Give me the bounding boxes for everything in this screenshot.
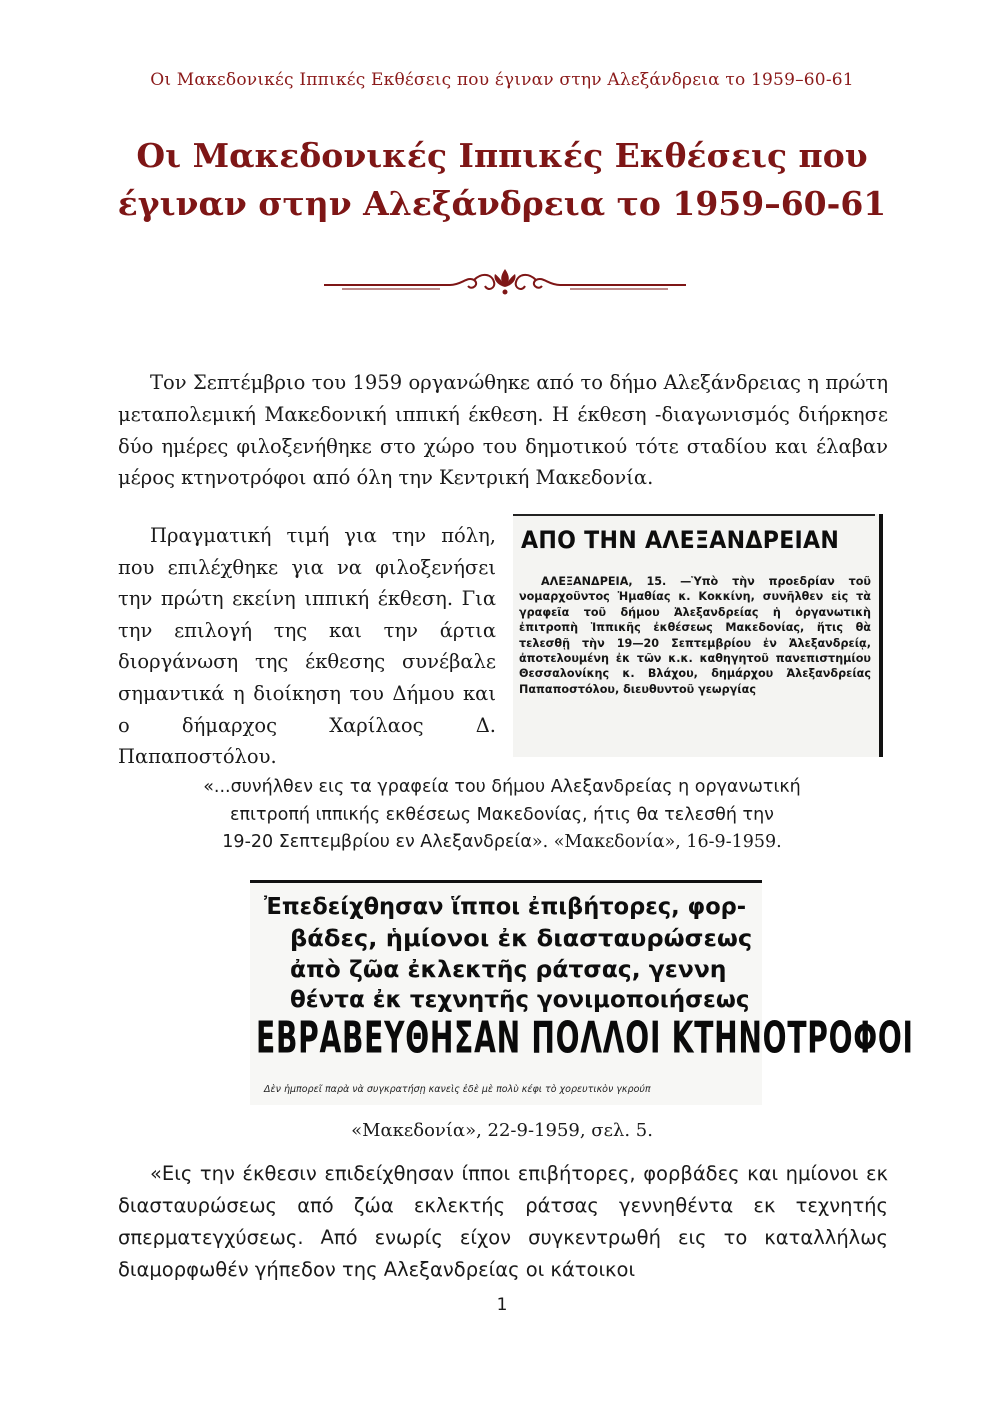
- floral-divider-icon: [322, 266, 688, 300]
- caption-clipping-2: «Μακεδονία», 22-9-1959, σελ. 5.: [351, 1120, 653, 1141]
- clipping-2-line-4: θέντα ἐκ τεχνητῆς γονιμοποιήσεως: [290, 987, 750, 1013]
- clipping-2-line-3: ἀπὸ ζῶα ἐκλεκτῆς ράτσας, γεννη: [290, 957, 727, 983]
- caption-1-line-3: 19-20 Σεπτεμβρίου εν Αλεξανδρεία: [222, 832, 532, 852]
- title-line-2: έγιναν στην Αλεξάνδρεια το 1959–60-61: [117, 184, 887, 223]
- paragraph-quote: «Εις την έκθεσιν επιδείχθησαν ίπποι επιβήτορες, φορβάδες και ημίονοι εκ διασταυρώσεως από ζώα εκλεκτής ράτσας γεννηθέντα εκ τεχνητής σπερματεγχύσεως. Από ενωρίς είχον συγκεντρωθή εις το καταλλήλως διαμορφωθέν γήπεδον της Αλεξανδρείας οι κάτοικοι: [118, 1162, 888, 1281]
- title-line-1: Οι Μακεδονικές Ιππικές Εκθέσεις που: [136, 136, 868, 175]
- clipping-rule: [250, 880, 762, 883]
- clipping-1-text: Ὑπὸ τὴν προεδρίαν τοῦ νομαρχοῦντος Ἠμαθίας κ. Κοκκίνη, συνῆλθεν εἰς τὰ γραφεῖα τοῦ δήμου Ἀλεξανδρείας ἡ ὀργανωτικὴ ἐπιτροπὴ Ἱππικῆς ἐκθέσεως Μακεδονίας, ἥτις θὰ τελεσθῇ τὴν 19—20 Σεπτεμβρίου ἐν Ἀλεξανδρείᾳ, ἀποτελουμένη ἐκ τῶν κ.κ. καθηγητοῦ πανεπιστημίου Θεσσαλονίκης κ. Βλάχου, δημάρχου Ἀλεξανδρείας Παπαποστόλου, διευθυντοῦ γεωργίας: [519, 575, 871, 696]
- clipping-1-headline: ΑΠΟ ΤΗΝ ΑΛΕΞΑΝΔΡΕΙΑΝ: [521, 526, 840, 554]
- caption-1-line-1: «...συνήλθεν εις τα γραφεία του δήμου Αλεξανδρείας η οργανωτική: [203, 777, 801, 797]
- clipping-1-dateline: ΑΛΕΞΑΝΔΡΕΙΑ, 15. —: [541, 575, 692, 588]
- paragraph-intro: Τον Σεπτέμβριο του 1959 οργανώθηκε από το δήμο Αλεξάνδρειας η πρώτη μεταπολεμική Μακεδονική ιππική έκθεση. Η έκθεση -διαγωνισμός διήρκησε δύο ημέρες φιλοξενήθηκε στο χώρο του δημοτικού τότε σταδίου και έλαβαν μέρος κτηνοτρόφοι από όλη την Κεντρική Μακεδονία.: [118, 371, 888, 490]
- newspaper-clipping-1: [513, 514, 883, 757]
- newspaper-clipping-2: [250, 880, 914, 1105]
- clipping-rule: [513, 514, 875, 516]
- clipping-1-body: [519, 574, 871, 697]
- clipping-2-line-2: βάδες, ἡμίονοι ἐκ διασταυρώσεως: [290, 926, 753, 952]
- page-number: 1: [496, 1295, 508, 1315]
- clipping-2-line-1: Ἐπεδείχθησαν ἵπποι ἐπιβήτορες, φορ-: [264, 894, 747, 920]
- clipping-2-fine-print: Δὲν ἠμπορεῖ παρὰ νὰ συγκρατήσῃ κανεὶς ἐδὲ μὲ πολὺ κέφι τὸ χορευτικὸν γκρούπ: [264, 1084, 651, 1095]
- page-title: [60, 132, 944, 228]
- clipping-2-big-headline: ΕΒΡΑΒΕΥΘΗΣΑΝ ΠΟΛΛΟΙ ΚΤΗΝΟΤΡΟΦΟΙ: [256, 1012, 914, 1063]
- caption-clipping-1: [100, 774, 904, 857]
- caption-1-line-2: επιτροπή ιππικής εκθέσεως Μακεδονίας, ήτις θα τελεσθή την: [230, 804, 774, 825]
- caption-1-source: ». «Μακεδονία», 16-9-1959.: [531, 832, 782, 852]
- paragraph-honor: Πραγματική τιμή για την πόλη, που επιλέχθηκε για να φιλοξενήσει την πρώτη εκείνη ιππική έκθεση. Για την επιλογή της και την άρτια διοργάνωση της έκθεσης συνέβαλε σημαντικά η διοίκηση του Δήμου και ο δήμαρχος Χαρίλαος Δ. Παπαποστόλου.: [118, 524, 496, 769]
- running-header: Οι Μακεδονικές Ιππικές Εκθέσεις που έγιναν στην Αλεξάνδρεια το 1959–60-61: [150, 70, 854, 90]
